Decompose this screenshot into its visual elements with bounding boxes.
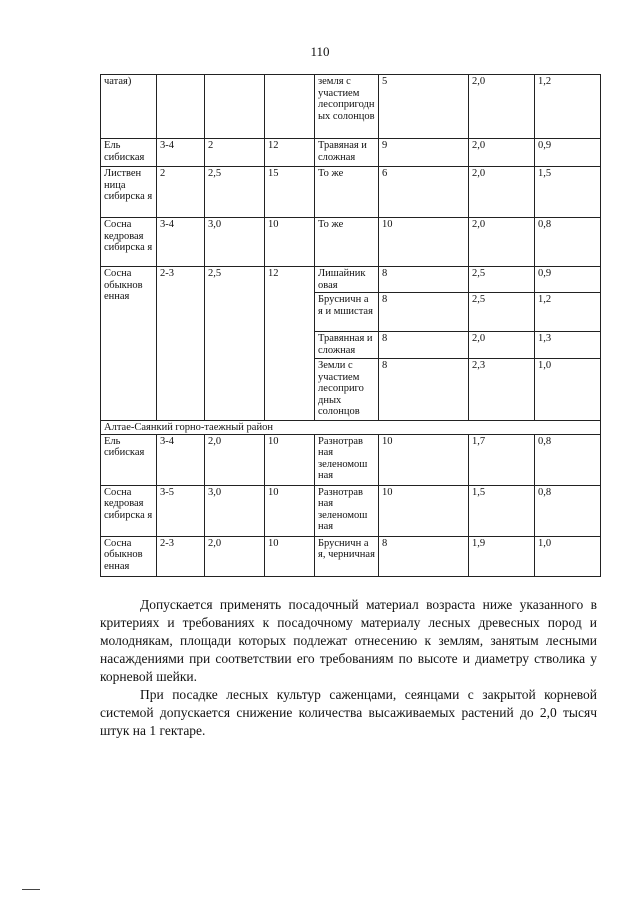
forest-type-cell: Лишайник овая [315,267,379,293]
table-cell: 0,9 [535,139,601,167]
table-cell [265,75,315,139]
table-cell: 8 [379,293,469,332]
page-number: 110 [310,44,330,59]
table-cell: 2 [205,139,265,167]
table-cell [157,75,205,139]
table-cell: 6 [379,167,469,218]
table-cell: 0,8 [535,434,601,485]
table-cell: 2-3 [157,267,205,421]
table-cell: 3,0 [205,485,265,536]
table-cell: 2,0 [205,434,265,485]
table-cell: 2 [157,167,205,218]
table-cell: 1,7 [469,434,535,485]
table-row [101,139,601,167]
forest-type-cell: Земли с участием лесоприго дных солонцов [315,359,379,421]
table-cell: 10 [265,485,315,536]
table-cell: 5 [379,75,469,139]
table-cell: 2,5 [469,267,535,293]
table-cell: 12 [265,267,315,421]
table-cell: 2,0 [469,75,535,139]
table-cell: 2,5 [469,293,535,332]
table-cell: 10 [265,536,315,576]
species-cell: Ель сибиская [101,434,157,485]
table-cell: 9 [379,139,469,167]
table-cell: 2,0 [205,536,265,576]
table-cell: 1,5 [469,485,535,536]
table-cell: 1,0 [535,536,601,576]
table-cell: 10 [265,218,315,267]
forest-type-cell: Брусничн а я, черничная [315,536,379,576]
paragraph-closed-root-seedlings: При посадке лесных культур саженцами, сеянцами с закрытой корневой системой допускается снижение количества высаживаемых растений до 2,0 тысяч штук на 1 гектаре. [100,687,597,738]
table-cell: 0,9 [535,267,601,293]
forest-type-cell: Разнотрав ная зеленомош ная [315,485,379,536]
table-cell: 1,0 [535,359,601,421]
table-cell [205,75,265,139]
forest-type-cell: То же [315,218,379,267]
forest-type-cell: Разнотрав ная зеленомош ная [315,434,379,485]
table-row [101,167,601,218]
table-row [101,75,601,139]
table-cell: 2,0 [469,332,535,359]
table-row [101,218,601,267]
table-cell: 2,3 [469,359,535,421]
table-cell: 2,5 [205,167,265,218]
table-cell: 2,0 [469,218,535,267]
table-cell: 0,8 [535,218,601,267]
species-cell: Сосна обыкнов енная [101,536,157,576]
table-cell: 15 [265,167,315,218]
table-cell: 2,5 [205,267,265,421]
table-cell: 0,8 [535,485,601,536]
table-cell: 3-4 [157,434,205,485]
scan-mark [22,889,40,890]
paragraph-substandard-material: Допускается применять посадочный материал возраста ниже указанного в критериях и требованиях к посадочному материалу лесных древесных пород и молоднякам, площади которых подлежат отнесению к землям, занятым лесными насаждениями при соответствии его требованиям по высоте и диаметру стволика у корневой шейки. [100,597,597,684]
table-cell: 3-5 [157,485,205,536]
table-row [101,536,601,576]
table-cell: 1,2 [535,293,601,332]
table-row [101,485,601,536]
forest-type-cell: земля с участием лесопригодных солонцов [315,75,379,139]
table-cell: 1,3 [535,332,601,359]
species-cell: Листвен ница сибирска я [101,167,157,218]
forest-type-cell: Брусничн а я и мшистая [315,293,379,332]
table-cell: 8 [379,359,469,421]
forest-type-cell: Травянная и сложная [315,332,379,359]
body-text [100,596,597,740]
table-cell: 1,9 [469,536,535,576]
table-cell: 8 [379,536,469,576]
species-cell: чатая) [101,75,157,139]
table-cell: 10 [265,434,315,485]
table-cell: 2-3 [157,536,205,576]
table-cell: 3-4 [157,139,205,167]
table-cell: 8 [379,267,469,293]
table-cell: 3-4 [157,218,205,267]
forest-type-cell: Травяная и сложная [315,139,379,167]
table-row [101,434,601,485]
table-cell: 1,5 [535,167,601,218]
table-row [101,267,601,293]
region-row [101,421,601,435]
table-cell: 2,0 [469,139,535,167]
table-cell: 1,2 [535,75,601,139]
species-cell: Сосна кедровая сибирска я [101,218,157,267]
species-cell: Сосна обыкнов енная [101,267,157,421]
species-cell: Ель сибиская [101,139,157,167]
table-cell: 2,0 [469,167,535,218]
table-cell: 10 [379,218,469,267]
table-cell: 8 [379,332,469,359]
table-cell: 3,0 [205,218,265,267]
planting-norms-table [100,74,601,577]
species-cell: Сосна кедровая сибирска я [101,485,157,536]
table-cell: 12 [265,139,315,167]
table-cell: 10 [379,485,469,536]
region-title: Алтае-Саянкий горно-таежный район [101,421,601,435]
forest-type-cell: То же [315,167,379,218]
table-cell: 10 [379,434,469,485]
